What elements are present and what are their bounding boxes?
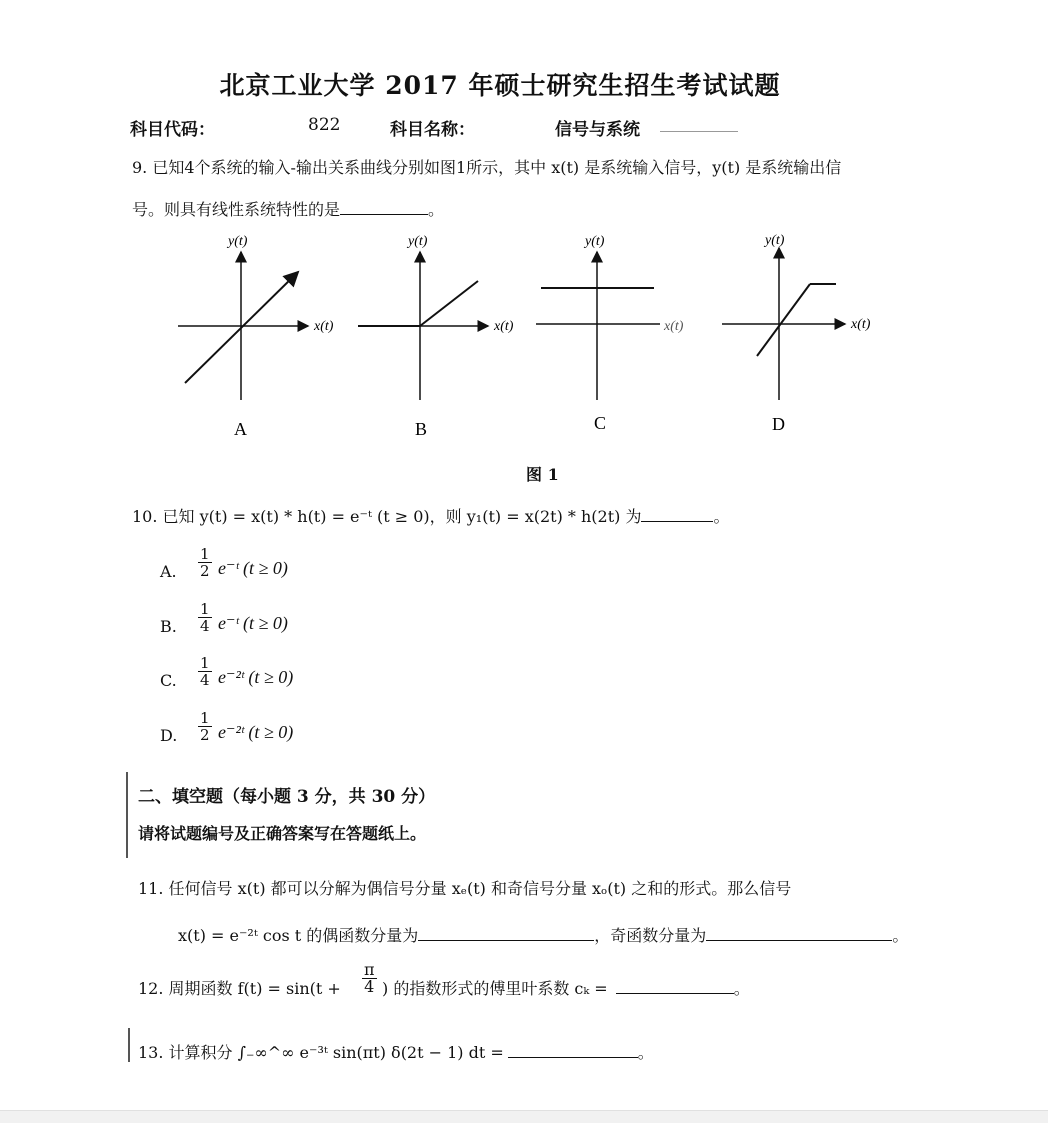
graph-b	[358, 234, 514, 439]
q11-tail: 。	[892, 926, 909, 945]
graph-d	[722, 233, 871, 434]
graph-b-x-label: x(t)	[494, 319, 514, 334]
q10-option-c-den: 4	[200, 671, 210, 689]
graph-a-caption: A	[234, 419, 247, 439]
q11-even-blank	[418, 939, 594, 941]
subject-name-value: 信号与系统	[555, 120, 640, 140]
q10-option-c-expr: e⁻²ᵗ (t ≥ 0)	[218, 667, 294, 687]
q10-option-c-label: C.	[160, 671, 177, 690]
graph-d-y-label: y(t)	[765, 233, 785, 248]
q10-option-a-expr: e⁻ᵗ (t ≥ 0)	[218, 558, 288, 578]
q10-option-c-fraction	[198, 655, 212, 688]
q13-answer-blank	[508, 1056, 638, 1058]
q10-option-d-fraction	[198, 710, 212, 743]
q10-option-a-fraction	[198, 546, 212, 579]
margin-rule-1	[126, 772, 128, 858]
q10-stem-text: 10. 已知 y(t) = x(t) * h(t) = e⁻ᵗ (t ≥ 0)，则 y₁(t) = x(2t) * h(2t) 为	[132, 507, 642, 526]
q10-stem	[132, 504, 730, 527]
q10-option-d-num: 1	[200, 709, 210, 727]
figure-1-caption: 图 1	[526, 465, 559, 484]
margin-rule-2	[128, 1028, 130, 1062]
q11-mid: ，奇函数分量为	[594, 926, 707, 945]
q12-prefix: 12. 周期函数 f(t) = sin(t +	[138, 979, 341, 998]
q10-option-b-expr: e⁻ᵗ (t ≥ 0)	[218, 613, 288, 633]
q12-frac-den: 4	[364, 977, 375, 996]
q13-tail: 。	[637, 1043, 654, 1062]
graph-b-curve-ramp	[420, 281, 478, 326]
graph-d-curve-ramp	[757, 284, 810, 356]
graph-c-caption: C	[594, 413, 607, 433]
q12-suffix-line	[382, 976, 750, 999]
q10-option-a-label: A.	[160, 562, 177, 581]
subject-code-label: 科目代码：	[130, 120, 215, 140]
q10-option-b-den: 4	[200, 617, 210, 635]
section-2-heading: 二、填空题（每小题 3 分，共 30 分）	[138, 787, 436, 807]
section-2-instruction: 请将试题编号及正确答案写在答题纸上。	[138, 824, 427, 843]
q10-option-b-fraction	[198, 601, 212, 634]
q10-option-a-den: 2	[200, 562, 210, 580]
graph-d-caption: D	[772, 414, 785, 434]
q10-option-b-label: B.	[160, 617, 177, 636]
subject-code-value: 822	[308, 115, 341, 135]
q10-tail: 。	[713, 507, 730, 526]
q12-suffix: ) 的指数形式的傅里叶系数 cₖ =	[382, 979, 608, 998]
q13-text: 13. 计算积分 ∫₋∞^∞ e⁻³ᵗ sin(πt) δ(2t − 1) dt =	[138, 1043, 504, 1062]
exam-title: 北京工业大学 2017 年硕士研究生招生考试试题	[219, 71, 781, 100]
q9-line2-text: 号。则具有线性系统特性的是	[132, 200, 341, 219]
q10-option-b-num: 1	[200, 600, 210, 618]
q10-option-d-expr: e⁻²ᵗ (t ≥ 0)	[218, 722, 294, 742]
graph-a	[178, 234, 334, 439]
graph-b-caption: B	[415, 419, 428, 439]
graph-c	[536, 234, 684, 433]
graph-c-x-label: x(t)	[664, 319, 684, 334]
graph-c-y-label: y(t)	[585, 234, 605, 249]
graph-d-x-label: x(t)	[851, 317, 871, 332]
q10-option-a-num: 1	[200, 545, 210, 563]
q12-fraction	[362, 962, 377, 995]
q11-line2	[178, 923, 908, 946]
q12-tail: 。	[733, 979, 750, 998]
graph-a-x-label: x(t)	[314, 319, 334, 334]
q9-tail: 。	[428, 200, 445, 219]
q11-line1: 11. 任何信号 x(t) 都可以分解为偶信号分量 xₑ(t) 和奇信号分量 xₒ(t) 之和的形式。那么信号	[138, 879, 792, 898]
q13-line	[138, 1040, 654, 1063]
q12-frac-num: π	[364, 960, 375, 979]
q10-option-d-label: D.	[160, 726, 178, 745]
graph-b-y-label: y(t)	[408, 234, 428, 249]
subject-name-label: 科目名称：	[390, 120, 475, 140]
q11-line2-expr: x(t) = e⁻²ᵗ cos t 的偶函数分量为	[178, 926, 419, 945]
viewer-bottom-bar	[0, 1110, 1048, 1123]
q11-odd-blank	[706, 939, 892, 941]
graph-a-y-label: y(t)	[228, 234, 248, 249]
q10-option-c-num: 1	[200, 654, 210, 672]
q10-answer-blank	[641, 520, 713, 522]
q9-line1: 9. 已知4个系统的输入-输出关系曲线分别如图1所示，其中 x(t) 是系统输入信号，y(t) 是系统输出信	[132, 158, 842, 177]
q10-option-d-den: 2	[200, 726, 210, 744]
q12-answer-blank	[616, 992, 734, 994]
